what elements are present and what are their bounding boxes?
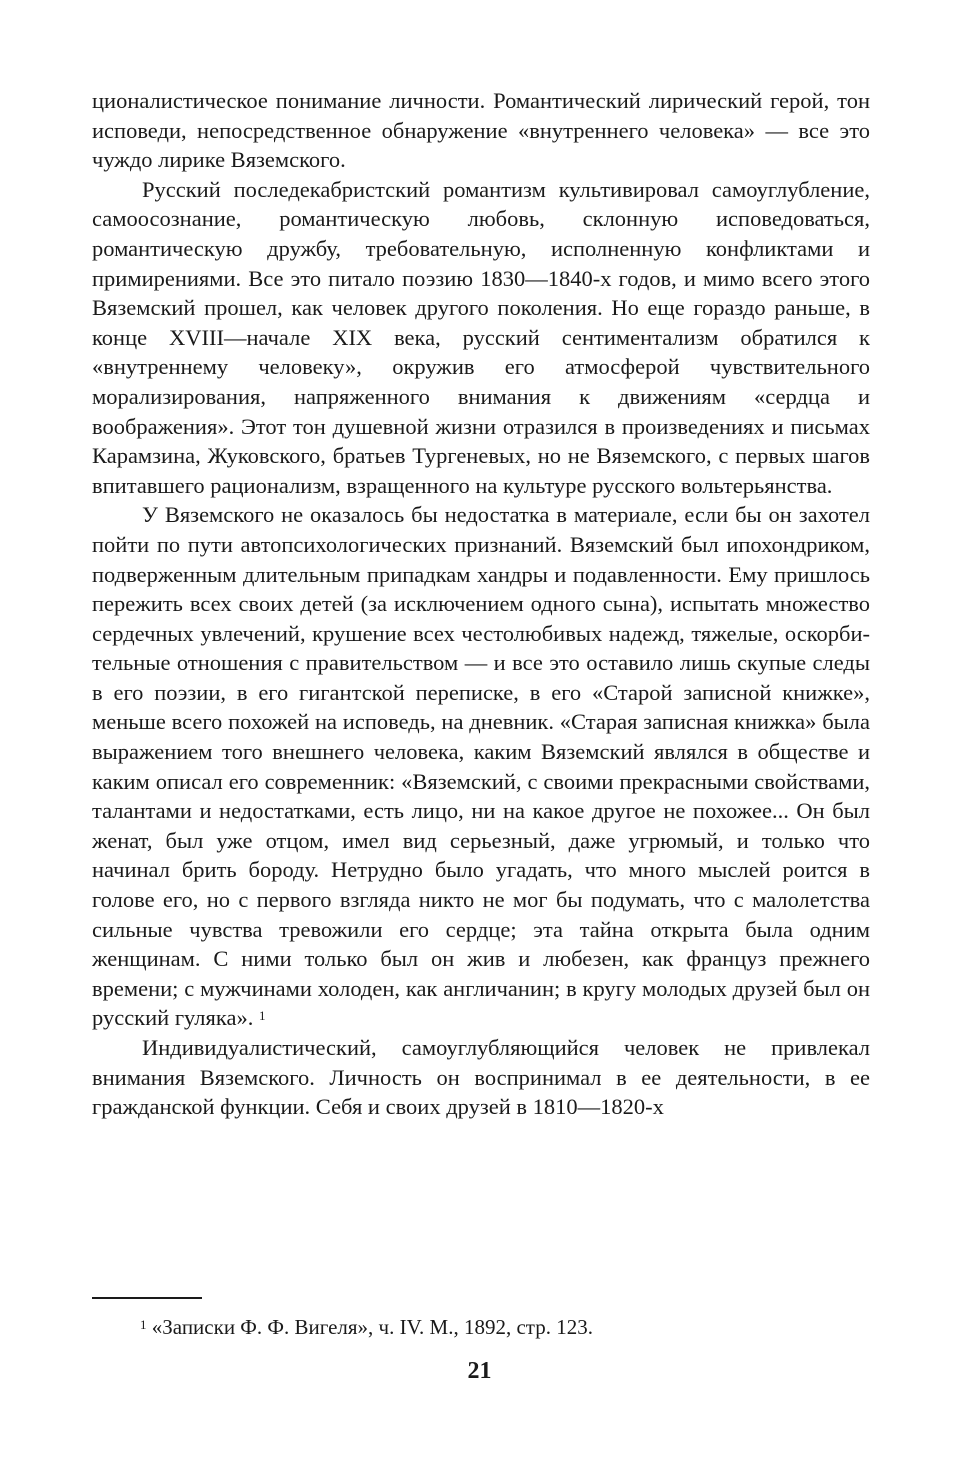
page-number: 21 [467,1358,492,1384]
footnote-reference[interactable]: 1 [258,1008,266,1024]
body-text [92,86,870,1122]
paragraph-4 [92,1033,870,1122]
footnote-divider [92,1297,202,1299]
paragraph-2 [92,175,870,501]
footnote [140,1313,593,1341]
paragraph-1-text: ционалистическое понимание личности. Романтический лирический герой, тон исповеди, непосредственное обнаружение «внутреннего человека» — все это чуждо лирике Вяземского. [92,88,870,173]
paragraph-3-text: У Вяземского не оказалось бы недостатка в материале, если бы он захотел пойти по пути автопсихологических признаний. Вяземский был ипохондриком, подверженным длительным припадкам хандры и подавленности. Ему пришлось пережить всех своих детей (за исключением одного сына), испытать множество сердечных увлечений, крушение всех честолюбивых надежд, тяжелые, оскорбительные отношения с правительством — и все это оставило лишь скупые следы в его поэзии, в его гигантской переписке, в его «Старой записной книжке», меньше всего похожей на исповедь, на дневник. «Старая записная книжка» была выражением того внешнего человека, каким Вяземский являлся в обществе и каким описал его современник: «Вяземский, с своими прекрасными свойствами, талантами и недостатками, есть лицо, ни на какое другое не похожее... Он был женат, был уже отцом, имел вид серьезный, даже угрюмый, и только что начинал брить бороду. Нетрудно было угадать, что много мыслей роится в голове его, но с первого взгляда никто не мог бы подумать, что с малолетства сильные чувства тревожили его сердце; эта тайна открыта была одним женщинам. С ними только был он жив и любезен, как француз прежнего времени; с мужчинами холоден, как англичанин; в кругу молодых друзей был он русский гуляка». [92,502,870,1031]
paragraph-1 [92,86,870,175]
footnote-text: «Записки Ф. Ф. Вигеля», ч. IV. М., 1892, стр. 123. [151,1315,593,1339]
footnote-marker: 1 [140,1317,147,1332]
paragraph-4-text: Индивидуалистический, самоуглубляющийся человек не привлекал внимания Вяземского. Личность он воспринимал в ее деятельности, в ее гражданской функции. Себя и своих друзей в 1810—1820-х [92,1035,870,1120]
paragraph-3 [92,500,870,1033]
paragraph-2-text: Русский последекабристский романтизм культивировал самоуглубление, самоосознание, романтическую любовь, склонную исповедоваться, романтическую дружбу, требовательную, исполненную конфликтами и примирениями. Все это питало поэзию 1830—1840-х годов, и мимо всего этого Вяземский прошел, как человек другого поколения. Но еще гораздо раньше, в конце XVIII—начале XIX века, русский сентиментализм обратился к «внутреннему человеку», окружив его атмосферой чувствительного морализирования, напряженного внимания к движениям «сердца и воображения». Этот тон душевной жизни отразился в произведениях и письмах Карамзина, Жуковского, братьев Тургеневых, но не Вяземского, с первых шагов впитавшего рационализм, взращенного на культуре русского вольтерьянства. [92,176,870,498]
